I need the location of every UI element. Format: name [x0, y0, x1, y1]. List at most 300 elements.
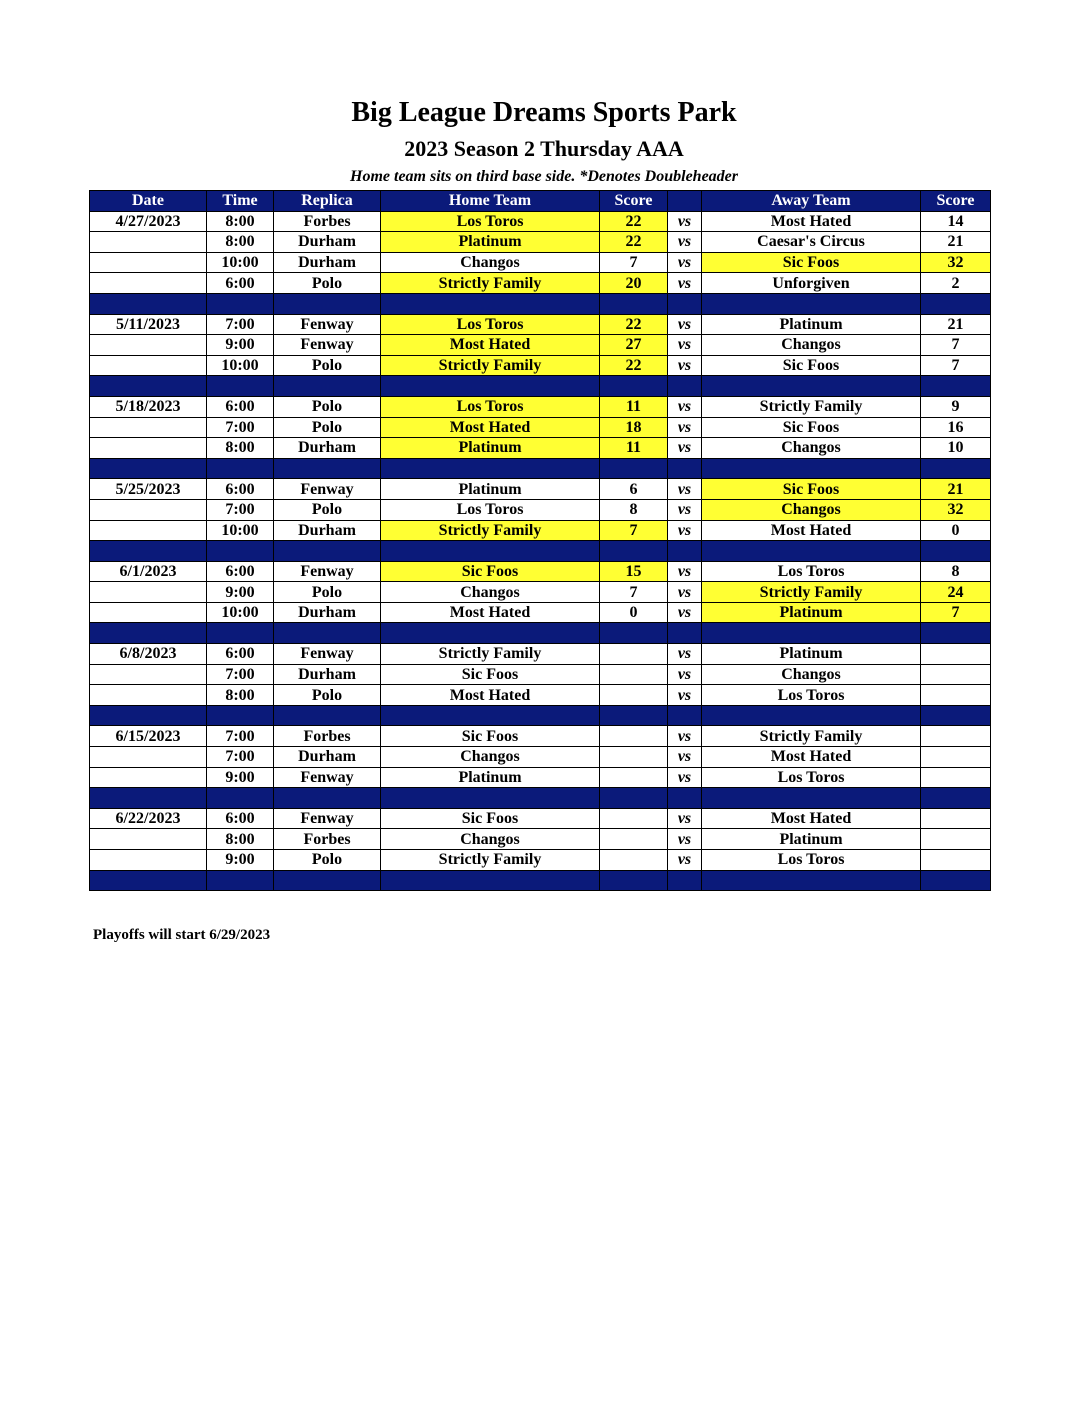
home-score: [600, 767, 668, 788]
week-separator-row: [90, 623, 991, 644]
home-team: Platinum: [381, 767, 600, 788]
versus-label: vs: [668, 829, 702, 850]
away-team: Sic Foos: [702, 355, 921, 376]
game-time: 8:00: [207, 438, 274, 459]
home-score: 22: [600, 232, 668, 253]
game-field: Durham: [274, 438, 381, 459]
home-score: 15: [600, 561, 668, 582]
away-score: 24: [921, 582, 991, 603]
game-row: [90, 335, 991, 356]
away-team: Strictly Family: [702, 582, 921, 603]
versus-label: vs: [668, 355, 702, 376]
separator-cell: [600, 376, 668, 397]
away-team: Caesar's Circus: [702, 232, 921, 253]
separator-cell: [921, 376, 991, 397]
home-team: Sic Foos: [381, 561, 600, 582]
separator-cell: [702, 376, 921, 397]
separator-cell: [381, 458, 600, 479]
away-team: Los Toros: [702, 767, 921, 788]
game-date: [90, 685, 207, 706]
versus-label: vs: [668, 808, 702, 829]
away-score: 32: [921, 252, 991, 273]
away-score: 10: [921, 438, 991, 459]
game-date: [90, 520, 207, 541]
away-team: Changos: [702, 664, 921, 685]
away-team: Most Hated: [702, 747, 921, 768]
game-field: Polo: [274, 582, 381, 603]
separator-cell: [90, 376, 207, 397]
versus-label: vs: [668, 561, 702, 582]
game-date: [90, 747, 207, 768]
away-score: 0: [921, 520, 991, 541]
away-score: [921, 664, 991, 685]
home-score: [600, 829, 668, 850]
schedule-note: Home team sits on third base side. *Denotes Doubleheader: [350, 168, 738, 185]
separator-cell: [668, 788, 702, 809]
versus-label: vs: [668, 335, 702, 356]
home-team: Platinum: [381, 232, 600, 253]
game-field: Durham: [274, 252, 381, 273]
game-row: [90, 850, 991, 871]
home-score: 0: [600, 602, 668, 623]
away-score: 9: [921, 396, 991, 417]
game-field: Fenway: [274, 767, 381, 788]
home-score: [600, 664, 668, 685]
separator-cell: [90, 541, 207, 562]
game-time: 9:00: [207, 582, 274, 603]
away-score: [921, 644, 991, 665]
home-score: [600, 726, 668, 747]
game-row: [90, 417, 991, 438]
game-date: [90, 252, 207, 273]
away-team: Platinum: [702, 314, 921, 335]
separator-cell: [921, 293, 991, 314]
versus-label: vs: [668, 747, 702, 768]
home-team: Changos: [381, 747, 600, 768]
away-team: Changos: [702, 335, 921, 356]
game-date: [90, 582, 207, 603]
separator-cell: [600, 705, 668, 726]
game-date: 6/22/2023: [90, 808, 207, 829]
game-date: [90, 335, 207, 356]
separator-cell: [274, 541, 381, 562]
home-team: Changos: [381, 582, 600, 603]
away-team: Unforgiven: [702, 273, 921, 294]
away-score: 16: [921, 417, 991, 438]
game-row: [90, 252, 991, 273]
game-row: [90, 685, 991, 706]
page-subtitle: 2023 Season 2 Thursday AAA: [404, 136, 684, 161]
home-team: Platinum: [381, 479, 600, 500]
away-score: 21: [921, 314, 991, 335]
game-date: [90, 767, 207, 788]
game-time: 7:00: [207, 314, 274, 335]
away-score: [921, 829, 991, 850]
home-score: [600, 808, 668, 829]
game-time: 6:00: [207, 808, 274, 829]
home-team: Los Toros: [381, 314, 600, 335]
game-date: [90, 664, 207, 685]
away-score: [921, 726, 991, 747]
separator-cell: [702, 788, 921, 809]
away-team: Los Toros: [702, 685, 921, 706]
game-time: 8:00: [207, 211, 274, 232]
game-field: Forbes: [274, 726, 381, 747]
separator-cell: [668, 541, 702, 562]
week-separator-row: [90, 705, 991, 726]
game-date: 6/1/2023: [90, 561, 207, 582]
versus-label: vs: [668, 726, 702, 747]
game-date: 4/27/2023: [90, 211, 207, 232]
away-team: Most Hated: [702, 211, 921, 232]
home-team: Most Hated: [381, 417, 600, 438]
home-team: Los Toros: [381, 396, 600, 417]
game-date: 5/18/2023: [90, 396, 207, 417]
away-team: Most Hated: [702, 808, 921, 829]
away-team: Strictly Family: [702, 396, 921, 417]
game-date: [90, 499, 207, 520]
away-score: 32: [921, 499, 991, 520]
separator-cell: [600, 623, 668, 644]
game-field: Forbes: [274, 829, 381, 850]
away-team: Changos: [702, 438, 921, 459]
col-home-score-header: Score: [600, 191, 668, 212]
home-team: Most Hated: [381, 335, 600, 356]
away-score: 21: [921, 232, 991, 253]
col-vs-header: [668, 191, 702, 212]
separator-cell: [274, 870, 381, 891]
home-team: Most Hated: [381, 685, 600, 706]
col-date-header: Date: [90, 191, 207, 212]
separator-cell: [668, 623, 702, 644]
home-team: Strictly Family: [381, 520, 600, 541]
game-date: [90, 602, 207, 623]
home-score: 8: [600, 499, 668, 520]
separator-cell: [207, 623, 274, 644]
away-team: Los Toros: [702, 561, 921, 582]
separator-cell: [207, 541, 274, 562]
game-date: 5/11/2023: [90, 314, 207, 335]
separator-cell: [921, 788, 991, 809]
game-row: [90, 438, 991, 459]
versus-label: vs: [668, 479, 702, 500]
separator-cell: [207, 376, 274, 397]
home-team: Strictly Family: [381, 355, 600, 376]
game-time: 9:00: [207, 335, 274, 356]
game-date: [90, 850, 207, 871]
game-date: [90, 829, 207, 850]
versus-label: vs: [668, 520, 702, 541]
home-score: [600, 685, 668, 706]
game-row: [90, 808, 991, 829]
separator-cell: [381, 870, 600, 891]
game-row: [90, 355, 991, 376]
away-score: [921, 767, 991, 788]
game-field: Fenway: [274, 644, 381, 665]
away-team: Most Hated: [702, 520, 921, 541]
away-score: 7: [921, 335, 991, 356]
separator-cell: [381, 623, 600, 644]
separator-cell: [274, 376, 381, 397]
separator-cell: [702, 293, 921, 314]
game-row: [90, 664, 991, 685]
separator-cell: [207, 705, 274, 726]
separator-cell: [668, 293, 702, 314]
home-team: Strictly Family: [381, 644, 600, 665]
home-team: Sic Foos: [381, 726, 600, 747]
separator-cell: [207, 870, 274, 891]
away-score: 7: [921, 602, 991, 623]
away-score: 14: [921, 211, 991, 232]
game-row: [90, 602, 991, 623]
week-separator-row: [90, 376, 991, 397]
game-field: Durham: [274, 664, 381, 685]
versus-label: vs: [668, 850, 702, 871]
away-score: [921, 685, 991, 706]
home-score: 22: [600, 211, 668, 232]
game-row: [90, 273, 991, 294]
home-team: Strictly Family: [381, 273, 600, 294]
home-score: 6: [600, 479, 668, 500]
game-row: [90, 644, 991, 665]
col-home-team-header: Home Team: [381, 191, 600, 212]
game-field: Polo: [274, 499, 381, 520]
home-team: Sic Foos: [381, 664, 600, 685]
separator-cell: [274, 788, 381, 809]
versus-label: vs: [668, 438, 702, 459]
separator-cell: [90, 788, 207, 809]
separator-cell: [207, 293, 274, 314]
game-date: [90, 232, 207, 253]
away-team: Strictly Family: [702, 726, 921, 747]
col-replica-header: Replica: [274, 191, 381, 212]
separator-cell: [381, 293, 600, 314]
away-score: [921, 850, 991, 871]
separator-cell: [600, 870, 668, 891]
home-score: 22: [600, 355, 668, 376]
separator-cell: [600, 541, 668, 562]
versus-label: vs: [668, 252, 702, 273]
week-separator-row: [90, 541, 991, 562]
versus-label: vs: [668, 211, 702, 232]
game-field: Polo: [274, 417, 381, 438]
away-team: Sic Foos: [702, 252, 921, 273]
game-time: 9:00: [207, 850, 274, 871]
separator-cell: [274, 623, 381, 644]
game-date: [90, 417, 207, 438]
game-field: Polo: [274, 396, 381, 417]
home-score: 22: [600, 314, 668, 335]
away-score: [921, 747, 991, 768]
separator-cell: [274, 458, 381, 479]
game-row: [90, 747, 991, 768]
separator-cell: [600, 458, 668, 479]
away-score: 21: [921, 479, 991, 500]
game-row: [90, 314, 991, 335]
game-row: [90, 396, 991, 417]
week-separator-row: [90, 870, 991, 891]
schedule-table: [89, 190, 991, 891]
game-row: [90, 767, 991, 788]
separator-cell: [600, 788, 668, 809]
game-row: [90, 582, 991, 603]
separator-cell: [381, 788, 600, 809]
versus-label: vs: [668, 417, 702, 438]
header-row: [90, 191, 991, 212]
versus-label: vs: [668, 602, 702, 623]
game-field: Fenway: [274, 314, 381, 335]
separator-cell: [600, 293, 668, 314]
game-time: 7:00: [207, 726, 274, 747]
game-time: 10:00: [207, 520, 274, 541]
versus-label: vs: [668, 273, 702, 294]
separator-cell: [274, 705, 381, 726]
game-field: Polo: [274, 850, 381, 871]
versus-label: vs: [668, 499, 702, 520]
game-date: 5/25/2023: [90, 479, 207, 500]
game-time: 7:00: [207, 417, 274, 438]
game-date: [90, 355, 207, 376]
game-field: Polo: [274, 355, 381, 376]
game-time: 6:00: [207, 644, 274, 665]
game-field: Polo: [274, 273, 381, 294]
game-field: Durham: [274, 232, 381, 253]
home-score: 7: [600, 252, 668, 273]
game-field: Polo: [274, 685, 381, 706]
col-time-header: Time: [207, 191, 274, 212]
home-team: Sic Foos: [381, 808, 600, 829]
game-time: 7:00: [207, 747, 274, 768]
page-title: Big League Dreams Sports Park: [351, 97, 737, 128]
separator-cell: [702, 623, 921, 644]
game-row: [90, 499, 991, 520]
game-time: 6:00: [207, 273, 274, 294]
game-field: Forbes: [274, 211, 381, 232]
versus-label: vs: [668, 396, 702, 417]
game-row: [90, 561, 991, 582]
separator-cell: [90, 458, 207, 479]
home-team: Changos: [381, 252, 600, 273]
week-separator-row: [90, 788, 991, 809]
game-time: 9:00: [207, 767, 274, 788]
separator-cell: [90, 870, 207, 891]
home-score: 20: [600, 273, 668, 294]
separator-cell: [668, 376, 702, 397]
game-row: [90, 232, 991, 253]
away-score: 2: [921, 273, 991, 294]
game-row: [90, 211, 991, 232]
away-team: Platinum: [702, 644, 921, 665]
separator-cell: [702, 705, 921, 726]
separator-cell: [381, 541, 600, 562]
game-time: 10:00: [207, 602, 274, 623]
versus-label: vs: [668, 582, 702, 603]
separator-cell: [381, 705, 600, 726]
separator-cell: [90, 623, 207, 644]
separator-cell: [207, 458, 274, 479]
versus-label: vs: [668, 685, 702, 706]
playoffs-note: Playoffs will start 6/29/2023: [93, 927, 271, 943]
week-separator-row: [90, 458, 991, 479]
game-row: [90, 829, 991, 850]
game-row: [90, 520, 991, 541]
game-field: Fenway: [274, 561, 381, 582]
home-score: 11: [600, 438, 668, 459]
away-score: [921, 808, 991, 829]
game-time: 8:00: [207, 232, 274, 253]
separator-cell: [668, 705, 702, 726]
home-team: Los Toros: [381, 211, 600, 232]
separator-cell: [207, 788, 274, 809]
game-field: Durham: [274, 747, 381, 768]
home-score: [600, 644, 668, 665]
separator-cell: [921, 541, 991, 562]
game-time: 7:00: [207, 664, 274, 685]
home-score: 18: [600, 417, 668, 438]
away-team: Platinum: [702, 602, 921, 623]
home-team: Los Toros: [381, 499, 600, 520]
separator-cell: [381, 376, 600, 397]
separator-cell: [668, 458, 702, 479]
versus-label: vs: [668, 232, 702, 253]
versus-label: vs: [668, 664, 702, 685]
separator-cell: [921, 870, 991, 891]
separator-cell: [702, 458, 921, 479]
away-team: Sic Foos: [702, 417, 921, 438]
game-time: 7:00: [207, 499, 274, 520]
game-time: 6:00: [207, 396, 274, 417]
game-time: 10:00: [207, 355, 274, 376]
separator-cell: [921, 458, 991, 479]
home-score: 11: [600, 396, 668, 417]
separator-cell: [702, 541, 921, 562]
home-score: 7: [600, 582, 668, 603]
separator-cell: [921, 623, 991, 644]
versus-label: vs: [668, 314, 702, 335]
game-field: Fenway: [274, 335, 381, 356]
home-team: Changos: [381, 829, 600, 850]
game-time: 6:00: [207, 561, 274, 582]
home-score: [600, 850, 668, 871]
game-date: [90, 438, 207, 459]
home-score: 27: [600, 335, 668, 356]
home-team: Strictly Family: [381, 850, 600, 871]
separator-cell: [90, 705, 207, 726]
home-score: 7: [600, 520, 668, 541]
game-date: 6/15/2023: [90, 726, 207, 747]
game-field: Fenway: [274, 479, 381, 500]
home-score: [600, 747, 668, 768]
game-field: Fenway: [274, 808, 381, 829]
game-time: 10:00: [207, 252, 274, 273]
game-date: [90, 273, 207, 294]
game-time: 8:00: [207, 685, 274, 706]
away-team: Changos: [702, 499, 921, 520]
schedule-body: [90, 211, 991, 891]
col-away-team-header: Away Team: [702, 191, 921, 212]
versus-label: vs: [668, 767, 702, 788]
game-field: Durham: [274, 520, 381, 541]
separator-cell: [921, 705, 991, 726]
away-score: 7: [921, 355, 991, 376]
separator-cell: [702, 870, 921, 891]
separator-cell: [274, 293, 381, 314]
game-time: 8:00: [207, 829, 274, 850]
col-away-score-header: Score: [921, 191, 991, 212]
away-team: Los Toros: [702, 850, 921, 871]
game-row: [90, 479, 991, 500]
game-time: 6:00: [207, 479, 274, 500]
